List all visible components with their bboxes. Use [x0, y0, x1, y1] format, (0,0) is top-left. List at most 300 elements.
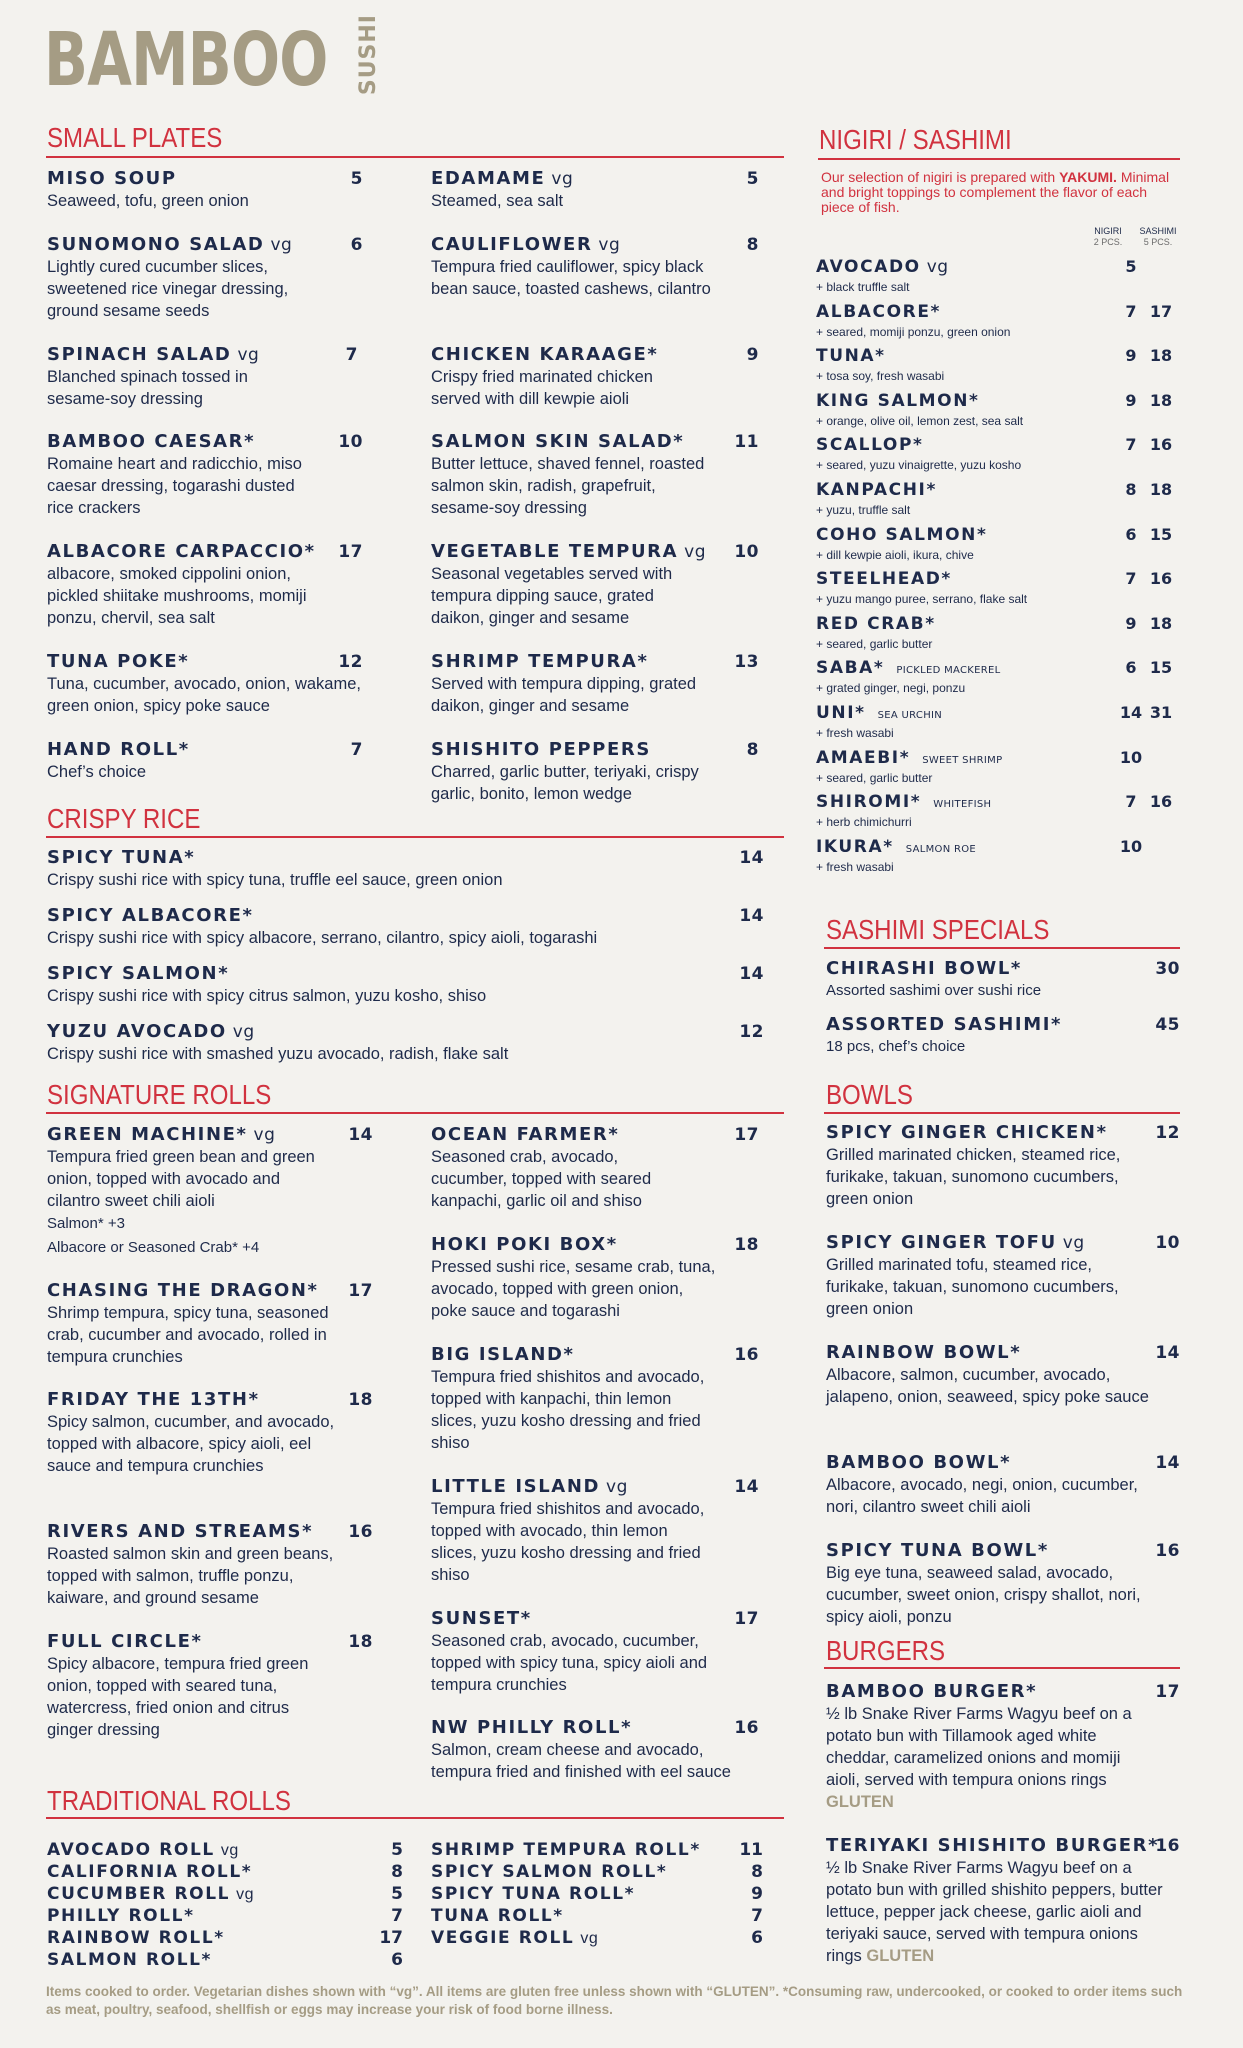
- item-name: SALMON ROLL*: [47, 1950, 213, 1970]
- section-divider: [824, 1667, 1180, 1669]
- item-price: 8: [391, 1862, 403, 1882]
- menu-item: [431, 1717, 759, 1783]
- menu-item: [826, 1342, 1180, 1408]
- item-add-on: Salmon* +3: [47, 1215, 125, 1232]
- item-name: SPICY TUNA BOWL*: [826, 1540, 1049, 1561]
- menu-item: [826, 1014, 1180, 1058]
- item-tag: vg: [220, 1842, 239, 1859]
- item-name: VEGGIE ROLL: [431, 1928, 575, 1948]
- item-name: AVOCADO ROLL: [47, 1840, 215, 1860]
- traditional-roll-item: [431, 1927, 763, 1949]
- item-description: Tempura fried shishitos and avocado, topped with avocado, thin lemon slices, yuzu kosho dressing and fried shiso: [431, 1500, 705, 1584]
- item-description: Seasoned crab, avocado, cucumber, topped with seared kanpachi, garlic oil and shiso: [431, 1148, 652, 1210]
- sashimi-price: 15: [1149, 658, 1173, 677]
- item-price: 14: [1155, 1343, 1180, 1363]
- section-title-bowls: BOWLS: [826, 1079, 913, 1110]
- sashimi-price: 16: [1149, 569, 1173, 588]
- item-description: Romaine heart and radicchio, miso caesar dressing, togarashi dusted rice crackers: [47, 455, 302, 517]
- gluten-badge: GLUTEN: [826, 1793, 894, 1811]
- item-name: ALBACORE CARPACCIO*: [47, 541, 316, 562]
- item-description: Crispy sushi rice with spicy albacore, serrano, cilantro, spicy aioli, togarashi: [47, 929, 598, 947]
- item-price: 14: [1155, 1453, 1180, 1473]
- item-name: OCEAN FARMER*: [431, 1124, 620, 1145]
- menu-item: [826, 1681, 1180, 1813]
- nigiri-row: [816, 257, 1176, 294]
- item-description: Crispy sushi rice with spicy tuna, truffle eel sauce, green onion: [47, 871, 503, 889]
- nigiri-price: 5: [1125, 257, 1137, 276]
- nigiri-name: AMAEBI*: [816, 748, 911, 768]
- nigiri-topping: + seared, yuzu vinaigrette, yuzu kosho: [816, 458, 1022, 472]
- item-price: 16: [348, 1522, 373, 1542]
- traditional-roll-item: [47, 1883, 403, 1905]
- traditional-roll-item: [431, 1861, 763, 1883]
- item-description: Blanched spinach tossed in sesame-soy dressing: [47, 368, 248, 408]
- item-name: ASSORTED SASHIMI*: [826, 1014, 1063, 1035]
- menu-item: [431, 168, 759, 212]
- menu-item: [47, 1521, 373, 1609]
- item-name: BAMBOO BOWL*: [826, 1452, 1012, 1473]
- nigiri-topping: + seared, garlic butter: [816, 771, 933, 785]
- nigiri-row: [816, 525, 1176, 562]
- menu-item: [47, 234, 363, 322]
- item-description: Shrimp tempura, spicy tuna, seasoned crab, cucumber and avocado, rolled in tempura crunchies: [47, 1304, 329, 1366]
- sashimi-price: 15: [1149, 525, 1173, 544]
- item-description: Seaweed, tofu, green onion: [47, 192, 249, 210]
- item-description: Seasonal vegetables served with tempura dipping sauce, grated daikon, ginger and sesame: [431, 565, 673, 627]
- item-description: Pressed sushi rice, sesame crab, tuna, avocado, topped with green onion, poke sauce and togarashi: [431, 1258, 716, 1320]
- menu-item: [431, 739, 759, 805]
- item-price: 16: [1155, 1541, 1180, 1561]
- nigiri-name: ALBACORE*: [816, 302, 942, 322]
- logo-subtitle: SUSHI: [355, 14, 381, 96]
- nigiri-subtitle: WHITEFISH: [933, 799, 992, 810]
- menu-item: [47, 963, 764, 1007]
- item-price: 45: [1155, 1015, 1180, 1035]
- item-name: SALMON SKIN SALAD*: [431, 431, 685, 452]
- item-name: CAULIFLOWER: [431, 234, 593, 255]
- sashimi-price: 18: [1149, 480, 1173, 499]
- sashimi-price: 16: [1149, 792, 1173, 811]
- nigiri-header-pieces: 2 PCS.: [1093, 237, 1123, 247]
- traditional-roll-item: [47, 1839, 403, 1861]
- nigiri-intro: [821, 170, 1173, 215]
- item-name: VEGETABLE TEMPURA: [431, 541, 679, 562]
- section-divider: [824, 947, 1180, 949]
- nigiri-topping: + orange, olive oil, lemon zest, sea salt: [816, 414, 1024, 428]
- item-description: Albacore, salmon, cucumber, avocado, jalapeno, onion, seaweed, spicy poke sauce: [826, 1366, 1149, 1406]
- item-description: Butter lettuce, shaved fennel, roasted salmon skin, radish, grapefruit, sesame-soy dressing: [431, 455, 705, 517]
- item-description: Spicy salmon, cucumber, and avocado, topped with albacore, spicy aioli, eel sauce and tempura crunchies: [47, 1413, 335, 1475]
- sashimi-column-header: [1136, 226, 1180, 248]
- nigiri-name: AVOCADO: [816, 257, 921, 277]
- item-name: SUNSET*: [431, 1608, 532, 1629]
- item-description: Crispy fried marinated chicken served with dill kewpie aioli: [431, 368, 653, 408]
- nigiri-price: 9: [1125, 614, 1137, 633]
- menu-item: [47, 651, 363, 717]
- nigiri-row: [816, 614, 1176, 651]
- item-description: Steamed, sea salt: [431, 192, 564, 210]
- traditional-roll-item: [431, 1905, 763, 1927]
- traditional-roll-item: [47, 1927, 403, 1949]
- traditional-roll-item: [431, 1839, 763, 1861]
- nigiri-topping: + grated ginger, negi, ponzu: [816, 681, 966, 695]
- item-price: 6: [391, 1950, 403, 1970]
- nigiri-name: SABA*: [816, 658, 885, 678]
- nigiri-name: TUNA*: [816, 346, 886, 366]
- item-name: BIG ISLAND*: [431, 1344, 575, 1365]
- menu-item: [47, 1631, 373, 1741]
- item-price: 5: [350, 169, 363, 189]
- menu-item: [47, 1389, 373, 1477]
- item-name: SPINACH SALAD: [47, 344, 232, 365]
- nigiri-topping: + dill kewpie aioli, ikura, chive: [816, 548, 974, 562]
- menu-item: [826, 1540, 1180, 1628]
- menu-item: [431, 1608, 759, 1696]
- item-name: BAMBOO CAESAR*: [47, 431, 256, 452]
- menu-item: [431, 1234, 759, 1322]
- nigiri-row: [816, 658, 1176, 695]
- item-description: Seasoned crab, avocado, cucumber, topped with spicy tuna, spicy aioli and tempura crunchies: [431, 1632, 708, 1694]
- item-price: 16: [734, 1718, 759, 1738]
- item-name: SPICY GINGER CHICKEN*: [826, 1122, 1108, 1143]
- item-price: 16: [1155, 1836, 1180, 1856]
- item-description: Albacore, avocado, negi, onion, cucumber, nori, cilantro sweet chili aioli: [826, 1476, 1138, 1516]
- nigiri-subtitle: PICKLED MACKEREL: [896, 665, 1001, 676]
- item-price: 8: [746, 235, 759, 255]
- nigiri-column-header: [1088, 226, 1128, 248]
- nigiri-intro-text: Minimal and bright toppings to complement the flavor of each piece of fish.: [821, 169, 1170, 215]
- item-price: 14: [739, 906, 764, 926]
- item-description: 18 pcs, chef’s choice: [826, 1038, 966, 1055]
- item-name: CUCUMBER ROLL: [47, 1884, 231, 1904]
- item-description: Crispy sushi rice with spicy citrus salmon, yuzu kosho, shiso: [47, 987, 487, 1005]
- item-name: HOKI POKI BOX*: [431, 1234, 618, 1255]
- item-description: Served with tempura dipping, grated daikon, ginger and sesame: [431, 675, 697, 715]
- item-name: SUNOMONO SALAD: [47, 234, 265, 255]
- nigiri-price: 9: [1125, 391, 1137, 410]
- item-price: 14: [739, 964, 764, 984]
- item-price: 18: [734, 1235, 759, 1255]
- item-price: 12: [1155, 1123, 1180, 1143]
- nigiri-price: 10: [1119, 837, 1143, 856]
- item-name: PHILLY ROLL*: [47, 1906, 195, 1926]
- nigiri-row: [816, 703, 1176, 740]
- section-title-sashimi-specials: SASHIMI SPECIALS: [826, 914, 1050, 945]
- sashimi-price: 17: [1149, 302, 1173, 321]
- section-title-crispy-rice: CRISPY RICE: [47, 803, 201, 834]
- traditional-roll-item: [47, 1905, 403, 1927]
- item-name: EDAMAME: [431, 168, 546, 189]
- item-name: CHICKEN KARAAGE*: [431, 344, 659, 365]
- menu-item: [826, 958, 1180, 1002]
- item-name: TERIYAKI SHISHITO BURGER*: [826, 1835, 1160, 1856]
- nigiri-topping: + fresh wasabi: [816, 860, 894, 874]
- item-price: 17: [1155, 1682, 1180, 1702]
- nigiri-price: 8: [1125, 480, 1137, 499]
- item-price: 16: [734, 1345, 759, 1365]
- item-description: Tempura fried shishitos and avocado, topped with kanpachi, thin lemon slices, yuzu kosho dressing and fried shiso: [431, 1368, 705, 1452]
- item-price: 17: [348, 1281, 373, 1301]
- item-name: SHRIMP TEMPURA*: [431, 651, 649, 672]
- menu-item: [826, 1232, 1180, 1320]
- item-name: SPICY GINGER TOFU: [826, 1232, 1057, 1253]
- item-name: CALIFORNIA ROLL*: [47, 1862, 253, 1882]
- item-price: 17: [379, 1928, 403, 1948]
- nigiri-name: IKURA*: [816, 837, 894, 857]
- item-name: SPICY TUNA*: [47, 847, 196, 868]
- menu-item: [431, 1476, 759, 1586]
- item-description: Assorted sashimi over sushi rice: [826, 982, 1042, 999]
- item-description: ½ lb Snake River Farms Wagyu beef on a potato bun with grilled shishito peppers, butter lettuce, pepper jack cheese, garlic aioli and teriyaki sauce, served with tempura onions rings: [826, 1859, 1163, 1965]
- item-description: Tuna, cucumber, avocado, onion, wakame, green onion, spicy poke sauce: [47, 675, 361, 715]
- nigiri-row: [816, 302, 1176, 339]
- menu-item: [47, 344, 363, 410]
- sashimi-price: 18: [1149, 391, 1173, 410]
- item-tag: vg: [580, 1930, 599, 1947]
- item-name: TUNA ROLL*: [431, 1906, 564, 1926]
- nigiri-row: [816, 569, 1176, 606]
- item-description: Grilled marinated chicken, steamed rice, furikake, takuan, sunomono cucumbers, green onion: [826, 1146, 1121, 1208]
- item-description: Charred, garlic butter, teriyaki, crispy garlic, bonito, lemon wedge: [431, 763, 699, 803]
- item-price: 10: [1155, 1233, 1180, 1253]
- menu-item: [826, 1452, 1180, 1518]
- item-name: CHIRASHI BOWL*: [826, 958, 1022, 979]
- item-name: FULL CIRCLE*: [47, 1631, 203, 1652]
- logo-wordmark: BAMBOO: [44, 17, 328, 104]
- menu-item: [826, 1122, 1180, 1210]
- item-name: RAINBOW ROLL*: [47, 1928, 225, 1948]
- item-price: 5: [391, 1840, 403, 1860]
- nigiri-row: [816, 480, 1176, 517]
- item-name: MISO SOUP: [47, 168, 177, 189]
- nigiri-intro-text: Our selection of nigiri is prepared with: [821, 169, 1060, 185]
- sashimi-price: 18: [1149, 614, 1173, 633]
- nigiri-intro-highlight: YAKUMI.: [1059, 169, 1117, 185]
- item-price: 12: [338, 652, 363, 672]
- item-description: ½ lb Snake River Farms Wagyu beef on a potato bun with Tillamook aged white cheddar, caramelized onions and momiji aioli, served with tempura onions rings: [826, 1705, 1132, 1789]
- nigiri-subtitle: SALMON ROE: [905, 844, 976, 855]
- item-price: 11: [734, 432, 759, 452]
- menu-item: [431, 234, 759, 300]
- section-divider: [46, 156, 784, 158]
- section-title-signature-rolls: SIGNATURE ROLLS: [47, 1079, 272, 1110]
- item-description: Salmon, cream cheese and avocado, tempura fried and finished with eel sauce: [431, 1741, 731, 1781]
- item-description: Crispy sushi rice with smashed yuzu avocado, radish, flake salt: [47, 1045, 509, 1063]
- item-price: 14: [348, 1125, 373, 1145]
- item-add-on: Albacore or Seasoned Crab* +4: [47, 1239, 260, 1256]
- item-price: 5: [746, 169, 759, 189]
- item-name: RAINBOW BOWL*: [826, 1342, 1022, 1363]
- item-price: 5: [391, 1884, 403, 1904]
- nigiri-price: 14: [1119, 703, 1143, 722]
- nigiri-header-label: NIGIRI: [1094, 226, 1122, 236]
- item-price: 11: [739, 1840, 763, 1860]
- nigiri-price: 10: [1119, 748, 1143, 767]
- item-description: Chef’s choice: [47, 763, 147, 781]
- nigiri-name: UNI*: [816, 703, 866, 723]
- section-title-small-plates: SMALL PLATES: [47, 122, 223, 153]
- menu-item: [47, 739, 363, 783]
- item-price: 14: [739, 848, 764, 868]
- nigiri-topping: + herb chimichurri: [816, 815, 912, 829]
- sashimi-price: 16: [1149, 435, 1173, 454]
- nigiri-name: SHIROMI*: [816, 792, 922, 812]
- menu-item: [431, 1124, 759, 1212]
- menu-item: [47, 905, 764, 949]
- menu-item: [47, 541, 363, 629]
- section-divider: [46, 1817, 784, 1819]
- item-name: SHISHITO PEPPERS: [431, 739, 651, 760]
- section-divider: [46, 1112, 784, 1114]
- section-title-traditional-rolls: TRADITIONAL ROLLS: [47, 1785, 291, 1816]
- nigiri-name: STEELHEAD*: [816, 569, 952, 589]
- item-price: 7: [345, 345, 358, 365]
- nigiri-topping: + yuzu, truffle salt: [816, 503, 911, 517]
- item-price: 9: [751, 1884, 763, 1904]
- nigiri-topping: + fresh wasabi: [816, 726, 894, 740]
- sashimi-price: 18: [1149, 346, 1173, 365]
- menu-item: [47, 847, 764, 891]
- sashimi-header-pieces: 5 PCS.: [1143, 237, 1173, 247]
- nigiri-tag: vg: [926, 257, 949, 277]
- sashimi-header-label: SASHIMI: [1139, 226, 1177, 236]
- nigiri-row: [816, 391, 1176, 428]
- traditional-roll-item: [431, 1883, 763, 1905]
- item-tag: vg: [232, 1022, 255, 1042]
- item-name: YUZU AVOCADO: [47, 1021, 227, 1042]
- item-name: HAND ROLL*: [47, 739, 190, 760]
- menu-item: [431, 344, 759, 410]
- nigiri-name: KING SALMON*: [816, 391, 980, 411]
- item-description: albacore, smoked cippolini onion, pickled shiitake mushrooms, momiji ponzu, chervil, sea salt: [47, 565, 307, 627]
- nigiri-topping: + black truffle salt: [816, 280, 910, 294]
- item-name: RIVERS AND STREAMS*: [47, 1521, 314, 1542]
- item-tag: vg: [253, 1125, 276, 1145]
- item-name: SHRIMP TEMPURA ROLL*: [431, 1840, 701, 1860]
- traditional-roll-item: [47, 1949, 403, 1971]
- item-tag: vg: [684, 542, 707, 562]
- nigiri-name: RED CRAB*: [816, 614, 936, 634]
- logo: [44, 14, 381, 104]
- item-price: 18: [348, 1632, 373, 1652]
- item-price: 8: [751, 1862, 763, 1882]
- nigiri-price: 7: [1125, 435, 1137, 454]
- section-divider: [46, 836, 784, 838]
- nigiri-name: COHO SALMON*: [816, 525, 988, 545]
- item-tag: vg: [606, 1477, 628, 1497]
- nigiri-topping: + tosa soy, fresh wasabi: [816, 369, 945, 383]
- menu-item: [47, 431, 363, 519]
- nigiri-topping: + seared, momiji ponzu, green onion: [816, 325, 1011, 339]
- nigiri-name: SCALLOP*: [816, 435, 924, 455]
- nigiri-row: [816, 346, 1176, 383]
- item-tag: vg: [1062, 1233, 1085, 1253]
- nigiri-price: 7: [1125, 792, 1137, 811]
- section-divider: [824, 1112, 1180, 1114]
- menu-item: [47, 1021, 764, 1065]
- item-description: Spicy albacore, tempura fried green onion, topped with seared tuna, watercress, fried onion and citrus ginger dressing: [47, 1655, 309, 1739]
- nigiri-price: 9: [1125, 346, 1137, 365]
- item-name: TUNA POKE*: [47, 651, 190, 672]
- nigiri-subtitle: SWEET SHRIMP: [922, 755, 1003, 766]
- nigiri-price: 6: [1125, 658, 1137, 677]
- item-name: SPICY ALBACORE*: [47, 905, 254, 926]
- item-price: 30: [1155, 959, 1180, 979]
- item-price: 6: [350, 235, 363, 255]
- item-price: 12: [739, 1022, 764, 1042]
- sashimi-price: 31: [1149, 703, 1173, 722]
- item-price: 9: [746, 345, 759, 365]
- menu-item: [431, 431, 759, 519]
- nigiri-price: 7: [1125, 569, 1137, 588]
- item-price: 14: [734, 1477, 759, 1497]
- item-description: Tempura fried cauliflower, spicy black bean sauce, toasted cashews, cilantro: [431, 258, 711, 298]
- item-price: 7: [350, 740, 363, 760]
- item-price: 10: [734, 542, 759, 562]
- menu-item: [431, 541, 759, 629]
- item-description: Grilled marinated tofu, steamed rice, furikake, takuan, sunomono cucumbers, green onion: [826, 1256, 1119, 1318]
- menu-item: [47, 1280, 373, 1368]
- section-divider: [818, 158, 1180, 160]
- nigiri-topping: + seared, garlic butter: [816, 637, 933, 651]
- item-price: 10: [338, 432, 363, 452]
- nigiri-row: [816, 748, 1176, 785]
- item-price: 7: [391, 1906, 403, 1926]
- menu-item: [826, 1835, 1180, 1967]
- item-name: FRIDAY THE 13TH*: [47, 1389, 260, 1410]
- nigiri-row: [816, 837, 1176, 874]
- item-tag: vg: [236, 1886, 254, 1903]
- item-price: 18: [348, 1390, 373, 1410]
- gluten-badge: GLUTEN: [866, 1947, 935, 1965]
- item-name: SPICY SALMON ROLL*: [431, 1862, 668, 1882]
- item-description: Roasted salmon skin and green beans, topped with salmon, truffle ponzu, kaiware, and ground sesame: [47, 1545, 334, 1607]
- item-name: NW PHILLY ROLL*: [431, 1717, 633, 1738]
- menu-item: [47, 1124, 373, 1260]
- item-description: Tempura fried green bean and green onion, topped with avocado and cilantro sweet chili aioli: [47, 1148, 315, 1210]
- section-title-nigiri-sashimi: NIGIRI / SASHIMI: [819, 124, 1012, 155]
- item-price: 17: [734, 1609, 759, 1629]
- item-description: Lightly cured cucumber slices, sweetened rice vinegar dressing, ground sesame seeds: [47, 258, 289, 320]
- item-price: 17: [338, 542, 363, 562]
- item-name: CHASING THE DRAGON*: [47, 1280, 319, 1301]
- nigiri-row: [816, 792, 1176, 829]
- item-name: SPICY SALMON*: [47, 963, 230, 984]
- item-price: 6: [751, 1928, 763, 1948]
- item-tag: vg: [237, 345, 260, 365]
- item-price: 13: [734, 652, 759, 672]
- traditional-roll-item: [47, 1861, 403, 1883]
- nigiri-subtitle: SEA URCHIN: [877, 710, 943, 721]
- nigiri-price: 7: [1125, 302, 1137, 321]
- item-name: GREEN MACHINE*: [47, 1124, 248, 1145]
- item-tag: vg: [270, 235, 293, 255]
- item-name: SPICY TUNA ROLL*: [431, 1884, 636, 1904]
- menu-item: [47, 168, 363, 212]
- section-title-burgers: BURGERS: [826, 1635, 946, 1666]
- item-price: 17: [734, 1125, 759, 1145]
- nigiri-price: 6: [1125, 525, 1137, 544]
- menu-item: [431, 651, 759, 717]
- item-price: 8: [746, 740, 759, 760]
- item-name: BAMBOO BURGER*: [826, 1681, 1038, 1702]
- nigiri-name: KANPACHI*: [816, 480, 937, 500]
- item-tag: vg: [598, 235, 621, 255]
- menu-item: [431, 1344, 759, 1454]
- nigiri-row: [816, 435, 1176, 472]
- item-name: LITTLE ISLAND: [431, 1476, 601, 1497]
- item-description: Big eye tuna, seaweed salad, avocado, cucumber, sweet onion, crispy shallot, nori, spicy aioli, ponzu: [826, 1564, 1141, 1626]
